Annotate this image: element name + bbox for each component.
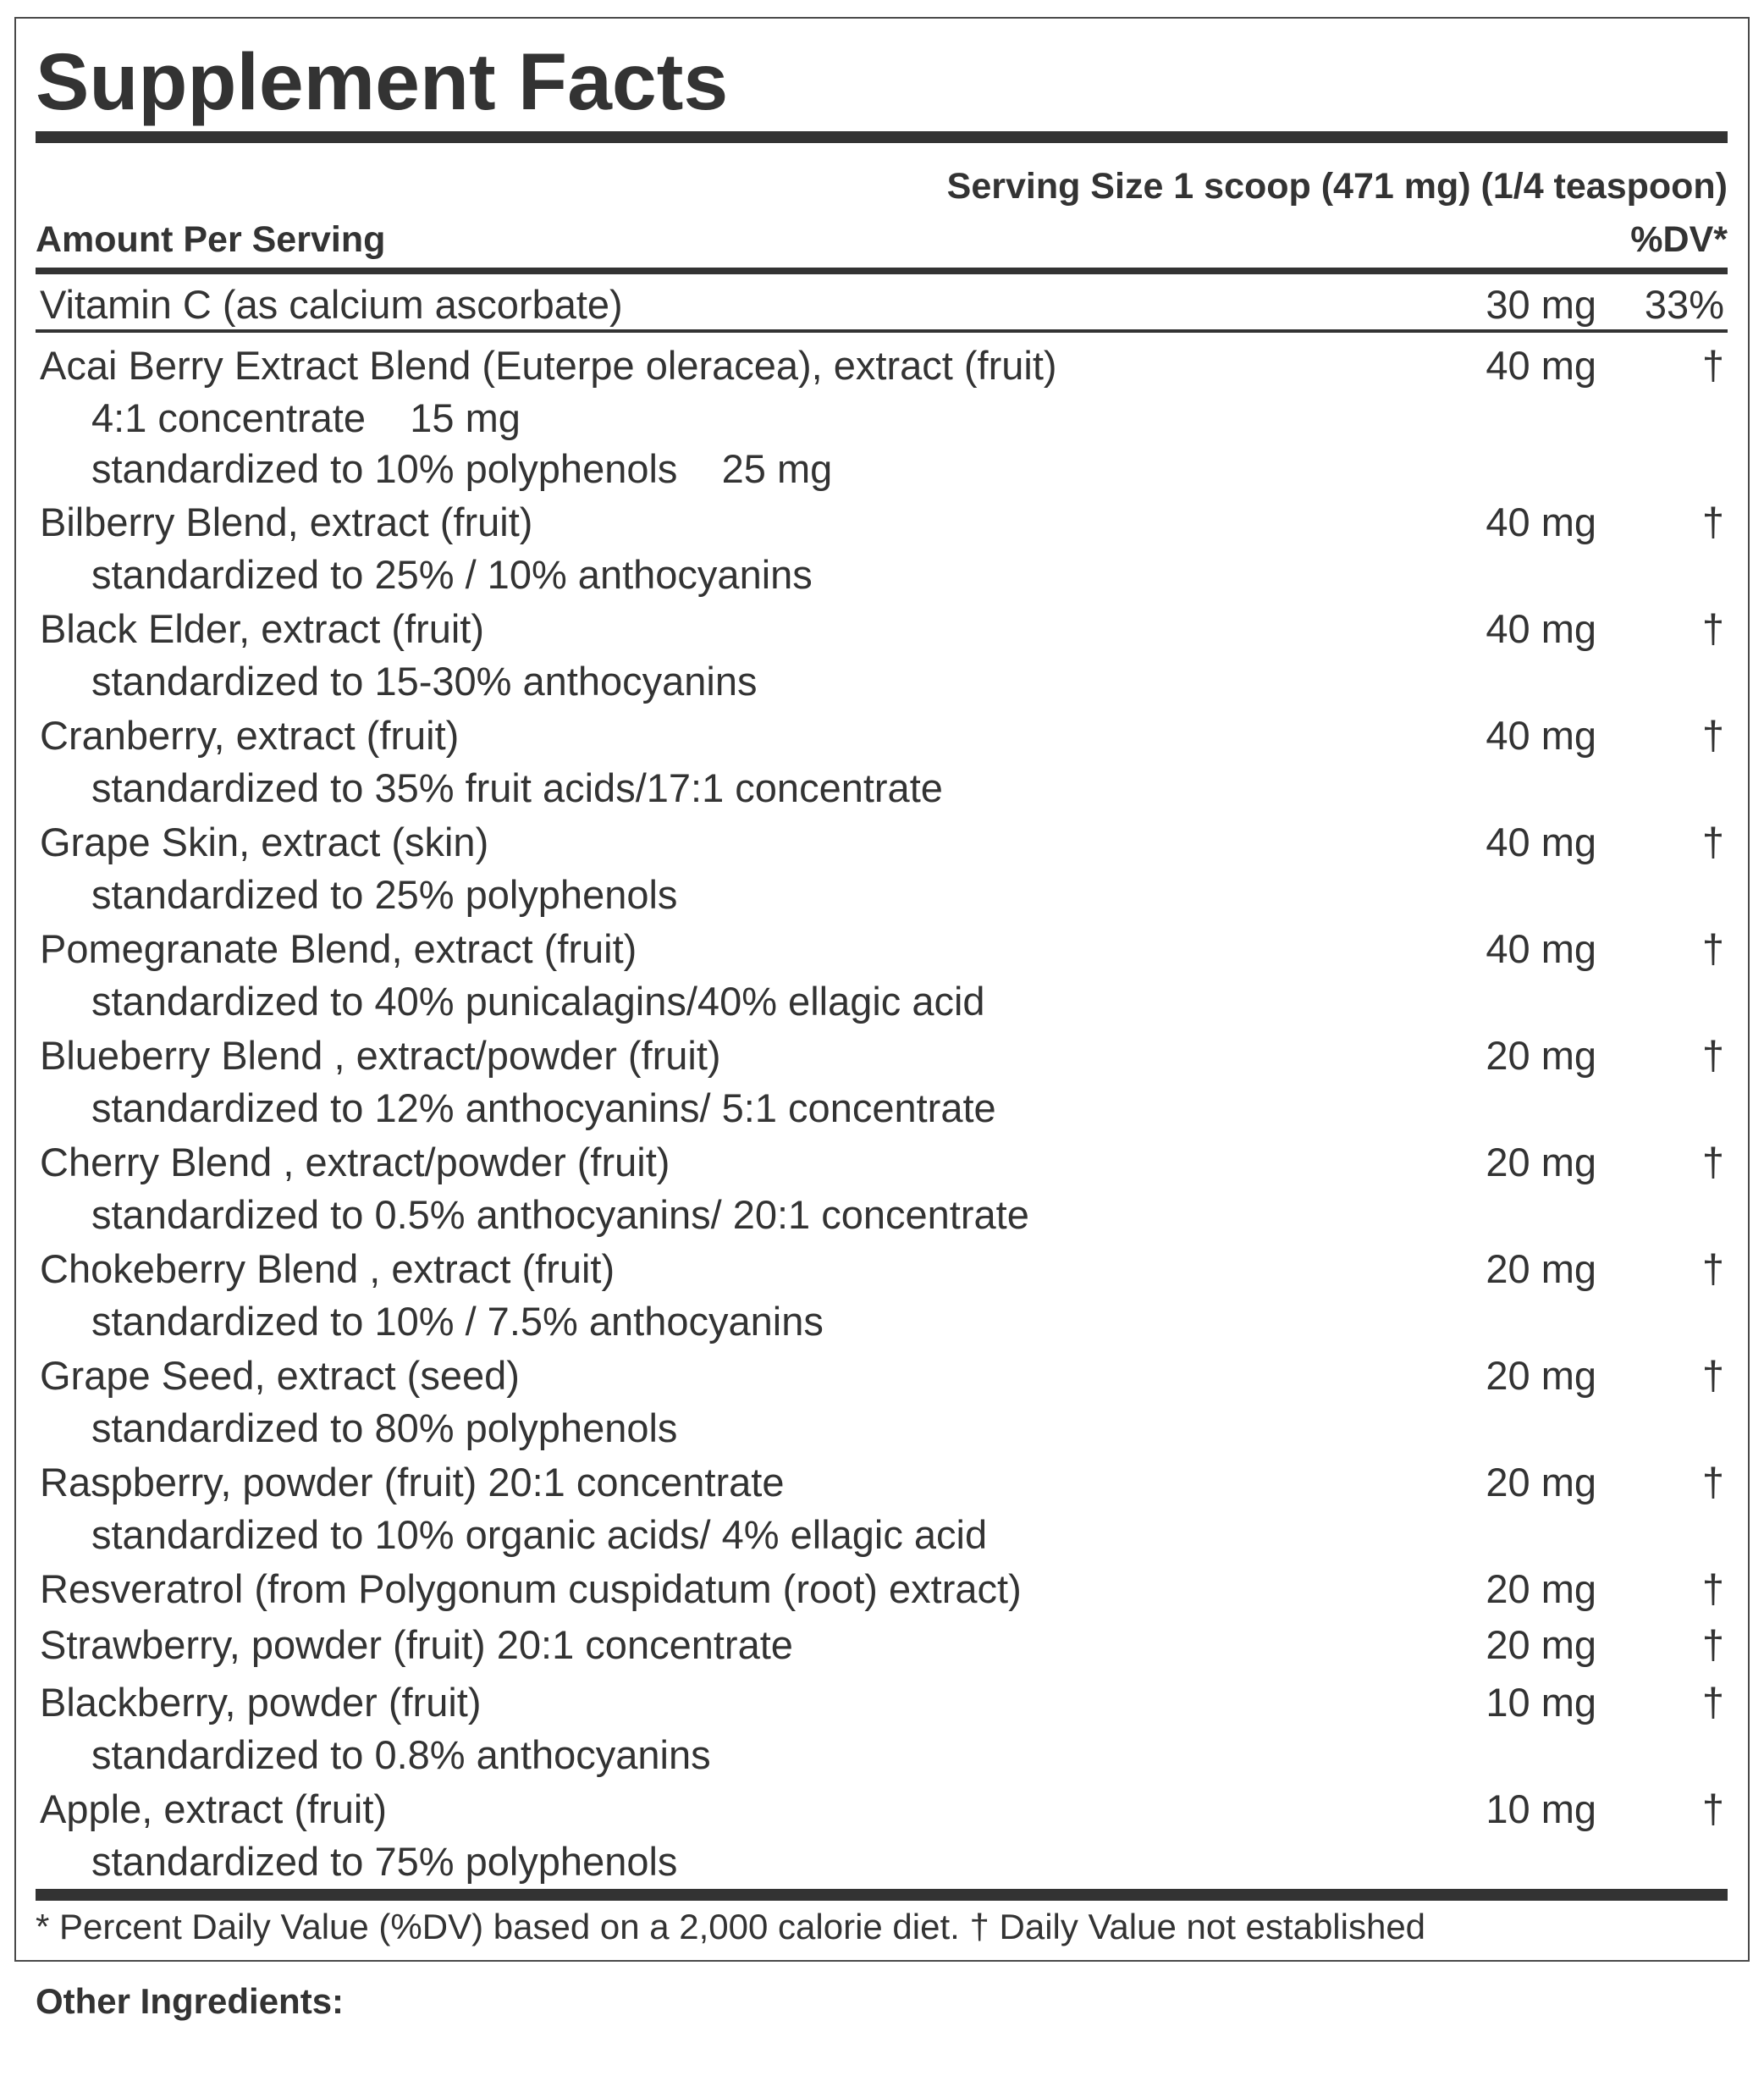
ingredient-amount: 40 mg <box>1486 500 1596 544</box>
ingredient-detail: standardized to 0.8% anthocyanins <box>91 1732 711 1777</box>
ingredient-row <box>0 1456 1764 1509</box>
ingredient-amount: 20 mg <box>1486 1353 1596 1398</box>
ingredient-detail: standardized to 15-30% anthocyanins <box>91 659 758 704</box>
ingredient-name: Blackberry, powder (fruit) <box>40 1680 482 1725</box>
ingredient-name: Blueberry Blend , extract/powder (fruit) <box>40 1033 721 1078</box>
ingredient-row <box>0 816 1764 869</box>
ingredient-detail-row <box>0 1402 1764 1455</box>
ingredient-row <box>0 1243 1764 1295</box>
daily-value-header: %DV* <box>1630 219 1728 260</box>
ingredient-row <box>0 1783 1764 1836</box>
ingredient-row <box>0 603 1764 655</box>
ingredient-detail-row <box>0 655 1764 708</box>
ingredient-row <box>0 1350 1764 1402</box>
ingredient-detail: standardized to 80% polyphenols <box>91 1405 678 1450</box>
ingredient-detail: 4:1 concentrate 15 mg <box>91 395 521 440</box>
dagger-symbol: † <box>1701 1566 1724 1611</box>
ingredient-name: Pomegranate Blend, extract (fruit) <box>40 926 637 971</box>
ingredient-row <box>0 1619 1764 1671</box>
ingredient-detail-row <box>0 869 1764 921</box>
ingredient-detail-row <box>0 762 1764 814</box>
dagger-symbol: † <box>1701 343 1724 388</box>
ingredient-amount: 40 mg <box>1486 820 1596 864</box>
dagger-symbol: † <box>1701 1680 1724 1725</box>
ingredient-row <box>0 1136 1764 1189</box>
ingredient-amount: 40 mg <box>1486 713 1596 758</box>
ingredient-amount: 40 mg <box>1486 926 1596 971</box>
dagger-symbol: † <box>1701 1460 1724 1504</box>
nutrient-row <box>0 279 1764 331</box>
ingredient-row <box>0 340 1764 392</box>
ingredient-row <box>0 1030 1764 1082</box>
ingredient-name: Strawberry, powder (fruit) 20:1 concentrate <box>40 1622 793 1667</box>
ingredient-amount: 20 mg <box>1486 1140 1596 1184</box>
title-divider <box>36 131 1728 143</box>
ingredient-row <box>0 1676 1764 1729</box>
ingredient-name: Cranberry, extract (fruit) <box>40 713 460 758</box>
ingredient-detail-row <box>0 1836 1764 1888</box>
ingredient-amount: 20 mg <box>1486 1622 1596 1667</box>
ingredient-name: Black Elder, extract (fruit) <box>40 606 484 651</box>
ingredient-amount: 20 mg <box>1486 1033 1596 1078</box>
ingredient-amount: 20 mg <box>1486 1566 1596 1611</box>
ingredient-row <box>0 496 1764 549</box>
ingredient-amount: 40 mg <box>1486 343 1596 388</box>
ingredient-detail: standardized to 25% polyphenols <box>91 872 678 917</box>
ingredient-detail: standardized to 40% punicalagins/40% ellagic acid <box>91 979 985 1024</box>
dagger-symbol: † <box>1701 606 1724 651</box>
footer-divider <box>36 1889 1728 1901</box>
vitamin-divider <box>36 329 1728 333</box>
ingredient-detail-row <box>0 1509 1764 1561</box>
ingredient-detail-row <box>0 549 1764 601</box>
dagger-symbol: † <box>1701 1140 1724 1184</box>
ingredient-name: Raspberry, powder (fruit) 20:1 concentrate <box>40 1460 785 1504</box>
ingredient-row <box>0 709 1764 762</box>
ingredient-amount: 20 mg <box>1486 1246 1596 1291</box>
ingredient-amount: 10 mg <box>1486 1786 1596 1831</box>
ingredient-detail-row <box>0 975 1764 1028</box>
ingredient-name: Acai Berry Extract Blend (Euterpe oleracea), extract (fruit) <box>40 343 1057 388</box>
ingredient-name: Resveratrol (from Polygonum cuspidatum (root) extract) <box>40 1566 1022 1611</box>
ingredient-row <box>0 1563 1764 1615</box>
header-divider <box>36 268 1728 274</box>
ingredient-detail: standardized to 25% / 10% anthocyanins <box>91 552 813 597</box>
ingredient-detail: standardized to 10% organic acids/ 4% ellagic acid <box>91 1512 988 1557</box>
nutrient-name: Vitamin C (as calcium ascorbate) <box>40 282 623 327</box>
ingredient-name: Apple, extract (fruit) <box>40 1786 388 1831</box>
ingredient-detail: standardized to 12% anthocyanins/ 5:1 concentrate <box>91 1085 996 1130</box>
dagger-symbol: † <box>1701 820 1724 864</box>
dagger-symbol: † <box>1701 1353 1724 1398</box>
dagger-symbol: † <box>1701 1033 1724 1078</box>
dagger-symbol: † <box>1701 713 1724 758</box>
ingredient-amount: 10 mg <box>1486 1680 1596 1725</box>
ingredient-detail-row <box>0 1189 1764 1241</box>
dagger-symbol: † <box>1701 500 1724 544</box>
panel-title: Supplement Facts <box>36 37 729 127</box>
ingredient-detail-row <box>0 392 1764 444</box>
ingredient-detail-row <box>0 1082 1764 1135</box>
dagger-symbol: † <box>1701 926 1724 971</box>
ingredient-name: Grape Seed, extract (seed) <box>40 1353 520 1398</box>
ingredient-amount: 20 mg <box>1486 1460 1596 1504</box>
ingredient-detail: standardized to 10% polyphenols 25 mg <box>91 446 833 491</box>
ingredient-detail: standardized to 10% / 7.5% anthocyanins <box>91 1299 824 1344</box>
ingredient-detail-row <box>0 443 1764 495</box>
ingredient-name: Bilberry Blend, extract (fruit) <box>40 500 533 544</box>
amount-per-serving-header: Amount Per Serving <box>36 219 386 260</box>
dagger-symbol: † <box>1701 1786 1724 1831</box>
ingredient-row <box>0 923 1764 975</box>
ingredient-name: Chokeberry Blend , extract (fruit) <box>40 1246 615 1291</box>
ingredient-detail: standardized to 75% polyphenols <box>91 1839 678 1884</box>
ingredient-name: Cherry Blend , extract/powder (fruit) <box>40 1140 670 1184</box>
nutrient-amount: 30 mg <box>1486 282 1596 327</box>
ingredient-detail-row <box>0 1729 1764 1781</box>
ingredient-detail: standardized to 0.5% anthocyanins/ 20:1 concentrate <box>91 1192 1029 1237</box>
other-ingredients-label: Other Ingredients: <box>36 1981 345 2021</box>
dagger-symbol: † <box>1701 1246 1724 1291</box>
ingredient-amount: 40 mg <box>1486 606 1596 651</box>
nutrient-dv: 33% <box>1644 282 1724 327</box>
daily-value-footnote: * Percent Daily Value (%DV) based on a 2,000 calorie diet. † Daily Value not established <box>36 1907 1426 1946</box>
ingredient-detail-row <box>0 1295 1764 1348</box>
ingredient-detail: standardized to 35% fruit acids/17:1 concentrate <box>91 765 943 810</box>
ingredient-name: Grape Skin, extract (skin) <box>40 820 489 864</box>
dagger-symbol: † <box>1701 1622 1724 1667</box>
serving-size: Serving Size 1 scoop (471 mg) (1/4 teaspoon) <box>946 166 1728 207</box>
